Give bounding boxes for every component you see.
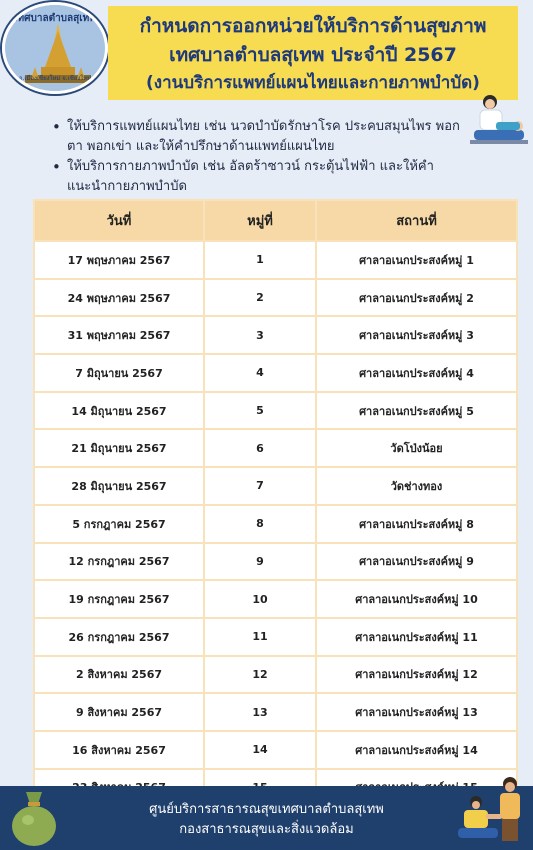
location-cell: ศาลาอเนกประสงค์หมู่ 9: [317, 544, 516, 580]
table-row: [35, 732, 516, 768]
location-cell: ศาลาอเนกประสงค์หมู่ 1: [317, 242, 516, 278]
physiotherapy-icon: [450, 772, 530, 850]
table-row: [35, 355, 516, 391]
location-cell: ศาลาอเนกประสงค์หมู่ 10: [317, 581, 516, 617]
date-cell: 21 มิถุนายน 2567: [35, 430, 203, 466]
village-cell: 6: [205, 430, 315, 466]
village-cell: 7: [205, 468, 315, 504]
service-list: [50, 117, 470, 197]
village-cell: 8: [205, 506, 315, 542]
table-row: [35, 317, 516, 353]
title-banner: [108, 6, 518, 100]
date-cell: 26 กรกฎาคม 2567: [35, 619, 203, 655]
logo-top-text: เทศบาลตำบลสุเทพ: [14, 13, 96, 24]
date-cell: 19 กรกฎาคม 2567: [35, 581, 203, 617]
title-line-1: กำหนดการออกหน่วยให้บริการด้านสุขภาพ: [139, 15, 487, 37]
table-row: [35, 581, 516, 617]
table-row: [35, 242, 516, 278]
village-cell: 5: [205, 393, 315, 429]
table-row: [35, 506, 516, 542]
location-cell: ศาลาอเนกประสงค์หมู่ 11: [317, 619, 516, 655]
village-cell: 4: [205, 355, 315, 391]
title-line-3: (งานบริการแพทย์แผนไทยและกายภาพบำบัด): [146, 73, 480, 93]
service-item-physiotherapy: • ให้บริการกายภาพบำบัด เช่น อัลตร้าซาวน์ กระตุ้นไฟฟ้า และให้คำแนะนำกายภาพบำบัด: [50, 157, 470, 197]
date-cell: 14 มิถุนายน 2567: [35, 393, 203, 429]
date-cell: 12 กรกฎาคม 2567: [35, 544, 203, 580]
title-line-2: เทศบาลตำบลสุเทพ ประจำปี 2567: [169, 44, 457, 66]
massage-therapy-icon: [466, 92, 532, 150]
location-cell: วัดช่างทอง: [317, 468, 516, 504]
date-cell: 28 มิถุนายน 2567: [35, 468, 203, 504]
village-cell: 1: [205, 242, 315, 278]
table-row: [35, 694, 516, 730]
table-row: [35, 544, 516, 580]
location-cell: ศาลาอเนกประสงค์หมู่ 13: [317, 694, 516, 730]
village-cell: 2: [205, 280, 315, 316]
village-cell: 14: [205, 732, 315, 768]
table-row: [35, 280, 516, 316]
date-cell: 2 สิงหาคม 2567: [35, 657, 203, 693]
village-cell: 11: [205, 619, 315, 655]
date-cell: 31 พฤษภาคม 2567: [35, 317, 203, 353]
location-cell: ศาลาอเนกประสงค์หมู่ 2: [317, 280, 516, 316]
location-cell: ศาลาอเนกประสงค์หมู่ 12: [317, 657, 516, 693]
location-cell: ศาลาอเนกประสงค์หมู่ 14: [317, 732, 516, 768]
village-cell: 10: [205, 581, 315, 617]
date-cell: 7 มิถุนายน 2567: [35, 355, 203, 391]
table-header-row: [35, 201, 516, 240]
header-date: วันที่: [35, 201, 203, 240]
logo-bottom-text: อ.เมืองเชียงใหม่ จ.เชียงใหม่: [18, 75, 92, 82]
table-row: [35, 619, 516, 655]
table-row: [35, 393, 516, 429]
date-cell: 5 กรกฎาคม 2567: [35, 506, 203, 542]
date-cell: 24 พฤษภาคม 2567: [35, 280, 203, 316]
header-location: สถานที่: [317, 201, 516, 240]
footer-line-2: กองสาธารณสุขและสิ่งแวดล้อม: [179, 822, 354, 837]
date-cell: 9 สิงหาคม 2567: [35, 694, 203, 730]
village-cell: 3: [205, 317, 315, 353]
schedule-table: [33, 199, 518, 807]
service-item-thai-medicine: • ให้บริการแพทย์แผนไทย เช่น นวดบำบัดรักษาโรค ประคบสมุนไพร พอกตา พอกเข่า และให้คำปรึกษาด้านแพทย์แผนไทย: [50, 117, 470, 157]
table-row: [35, 657, 516, 693]
location-cell: ศาลาอเนกประสงค์หมู่ 5: [317, 393, 516, 429]
location-cell: ศาลาอเนกประสงค์หมู่ 8: [317, 506, 516, 542]
location-cell: ศาลาอเนกประสงค์หมู่ 4: [317, 355, 516, 391]
municipality-logo: [2, 2, 108, 94]
date-cell: 16 สิงหาคม 2567: [35, 732, 203, 768]
location-cell: วัดโป่งน้อย: [317, 430, 516, 466]
location-cell: ศาลาอเนกประสงค์หมู่ 3: [317, 317, 516, 353]
village-cell: 12: [205, 657, 315, 693]
date-cell: 17 พฤษภาคม 2567: [35, 242, 203, 278]
herbal-compress-icon: [2, 782, 66, 848]
table-row: [35, 430, 516, 466]
village-cell: 13: [205, 694, 315, 730]
header-village: หมู่ที่: [205, 201, 315, 240]
village-cell: 9: [205, 544, 315, 580]
table-row: [35, 468, 516, 504]
footer-line-1: ศูนย์บริการสาธารณสุขเทศบาลตำบลสุเทพ: [149, 802, 384, 817]
